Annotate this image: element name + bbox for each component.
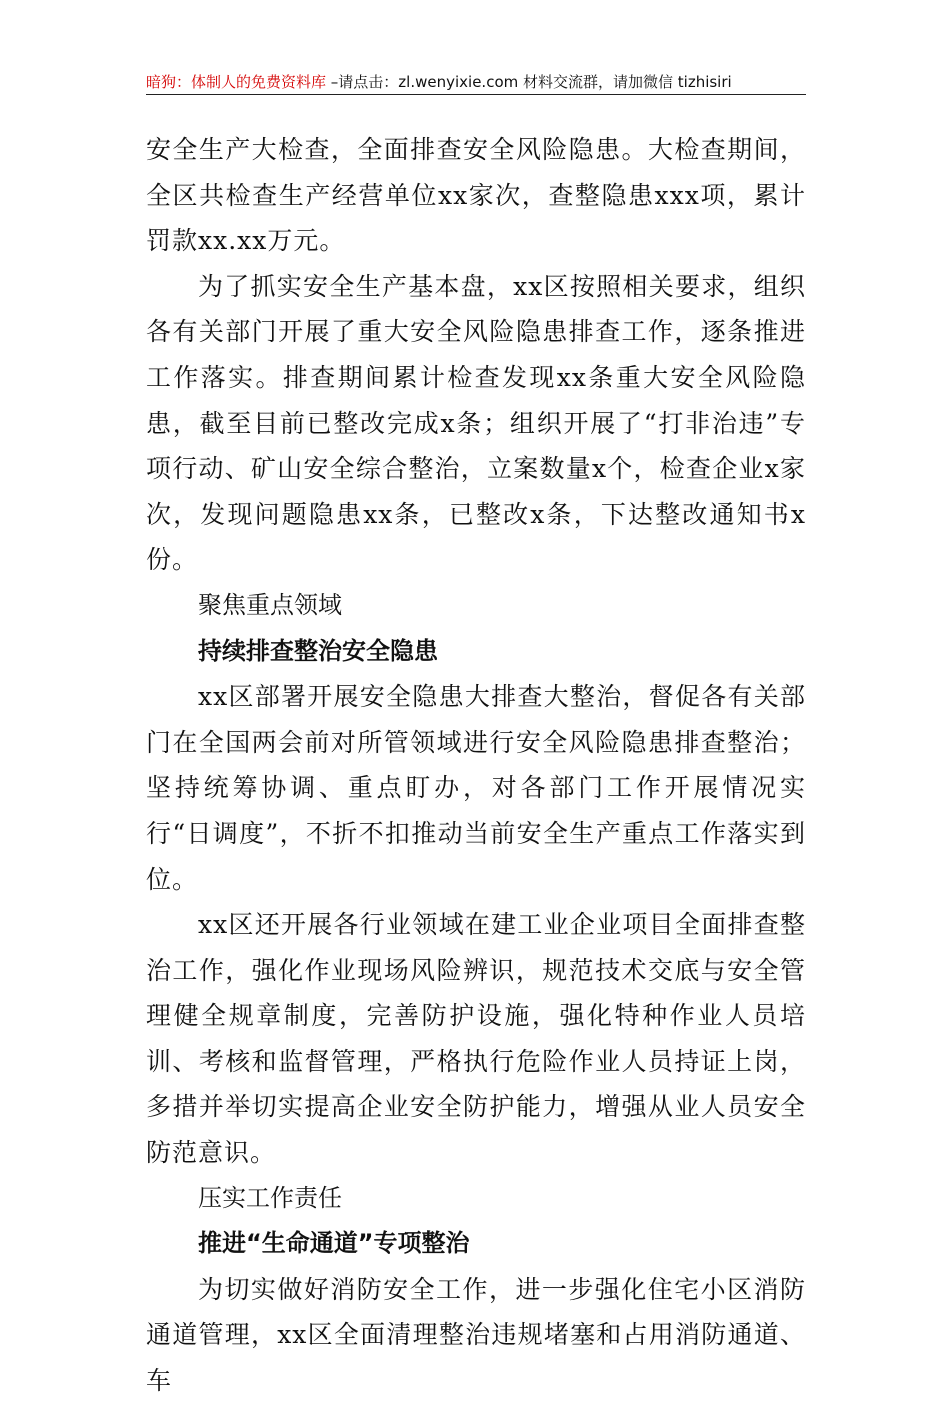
body-paragraph: 为了抓实安全生产基本盘，xx区按照相关要求，组织各有关部门开展了重大安全风险隐患排查工作，逐条推进工作落实。排查期间累计检查发现xx条重大安全风险隐患，截至目前已整改完成x条；组织开展了“打非治违”专项行动、矿山安全综合整治，立案数量x个，检查企业x家次，发现问题隐患xx条，已整改x条，下达整改通知书x份。	[146, 271, 806, 575]
page-header	[146, 72, 806, 94]
header-click-prompt: –请点击：	[326, 73, 399, 91]
header-url-link[interactable]: zl.wenyixie.com	[398, 73, 519, 91]
section-heading: 聚焦重点领域	[198, 590, 342, 619]
section-heading: 压实工作责任	[198, 1183, 342, 1212]
section-subheading: 推进“生命通道”专项整治	[198, 1229, 470, 1258]
header-wechat-note: 材料交流群，请加微信 tizhisiri	[518, 73, 732, 91]
header-site-name: 暗狗：体制人的免费资料库	[146, 73, 327, 91]
body-paragraph: xx区部署开展安全隐患大排查大整治，督促各有关部门在全国两会前对所管领域进行安全风险隐患排查整治；坚持统筹协调、重点盯办，对各部门工作开展情况实行“日调度”，不折不扣推动当前安全生产重点工作落实到位。	[146, 682, 806, 894]
section-subheading: 持续排查整治安全隐患	[198, 636, 438, 665]
body-paragraph: 安全生产大检查，全面排查安全风险隐患。大检查期间，全区共检查生产经营单位xx家次，查整隐患xxx项，累计罚款xx.xx万元。	[146, 135, 806, 256]
header-divider	[146, 94, 806, 95]
body-paragraph: 为切实做好消防安全工作，进一步强化住宅小区消防通道管理，xx区全面清理整治违规堵塞和占用消防通道、车	[146, 1274, 806, 1396]
body-paragraph: xx区还开展各行业领域在建工业企业项目全面排查整治工作，强化作业现场风险辨识，规范技术交底与安全管理健全规章制度，完善防护设施，强化特种作业人员培训、考核和监督管理，严格执行危险作业人员持证上岗，多措并举切实提高企业安全防护能力，增强从业人员安全防范意识。	[146, 910, 806, 1168]
document-body	[146, 127, 806, 1404]
